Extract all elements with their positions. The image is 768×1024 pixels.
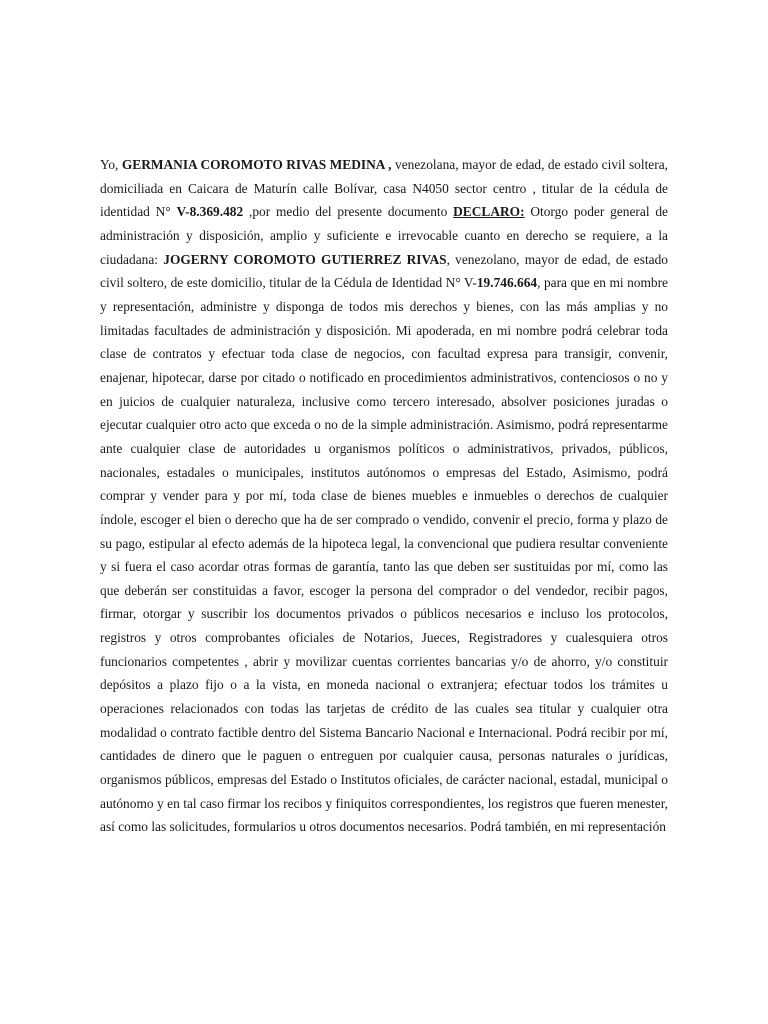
- declaro-heading: DECLARO:: [453, 204, 525, 220]
- grantor-id-number: V-8.369.482: [176, 204, 244, 220]
- attorney-id-number: 19.746.664: [476, 275, 538, 291]
- attorney-name: JOGERNY COROMOTO GUTIERREZ RIVAS: [163, 251, 447, 267]
- grantor-name: GERMANIA COROMOTO RIVAS MEDINA ,: [121, 157, 392, 172]
- attorney-details-text: , venezolano, mayor de edad, de estado civil soltero, de este domicilio, titular de la Cédula de Identidad N° V-: [100, 251, 669, 291]
- powers-body-text: , para que en mi nombre y representación, administre y disponga de todos mis derechos y bienes, con las más amplias y no limitadas facultades de administración y disposición. Mi apoderada, en mi nombre podrá celebrar toda clase de contratos y efectuar toda clase de negocios, con facultad expresa para transigir, convenir, enajenar, hipotecar, darse por citado o notificado en procedimientos administrativos, contenciosos o no y en juicios de cualquier naturaleza, inclusive como tercero interesado, absolver posiciones juradas o ejecutar cualquier otro acto que exceda o no de la simple administración. Asimismo, podrá representarme ante cualquier clase de autoridades u organismos políticos o administrativos, privados, públicos, nacionales, estadales o municipales, institutos autónomos o empresas del Estado, Asimismo, podrá comprar y vender para y por mí, toda clase de bienes muebles e inmuebles o derechos de cualquier índole, escoger el bien o derecho que ha de ser comprado o vendido, convenir el precio, forma y plazo de su pago, estipular al efecto además de la hipoteca legal, la convencional que pudiera resultar conveniente y si fuera el caso acordar otras formas de garantía, tanto las que deben ser sustituidas por mí, como las que deberán ser constituidas a favor, escoger la persona del comprador o del vendedor, recibir pagos, firmar, otorgar y suscribir los documentos privados o públicos necesarios e incluso los protocolos, registros y otros comprobantes oficiales de Notarios, Jueces, Registradores y cualesquiera otros funcionarios competentes , abrir y movilizar cuentas corrientes bancarias y/o de ahorro, y/o constituir depósitos a plazo fijo o a la vista, en moneda nacional o extranjera; efectuar todos los trámites u operaciones relacionados con todas las tarjetas de crédito de las cuales sea titular y cualquier otra modalidad o contrato factible dentro del Sistema Bancario Nacional e Internacional. Podrá recibir por mí, cantidades de dinero que le paguen o entreguen por cualquier causa, personas naturales o jurídicas, organismos públicos, empresas del Estado o Institutos oficiales, de carácter nacional, estadal, municipal o autónomo y en tal caso firmar los recibos y finiquitos correspondientes, los registros que fueren menester, así como las solicitudes, formularios u otros documentos necesarios. Podrá también, en mi representación: [100, 275, 668, 835]
- document-body: [100, 153, 668, 839]
- power-grant-text: Otorgo poder general de administración y disposición, amplio y suficiente e irrevocable cuanto en derecho se requiere, a la ciudadana:: [100, 204, 668, 267]
- grantor-details-text: venezolana, mayor de edad, de estado civil soltera, domiciliada en Caicara de Maturín calle Bolívar, casa N4050 sector centro , titular de la cédula de identidad N°: [100, 157, 668, 220]
- intro-text: Yo,: [100, 157, 122, 172]
- declaration-intro-text: ,por medio del presente documento: [243, 204, 454, 220]
